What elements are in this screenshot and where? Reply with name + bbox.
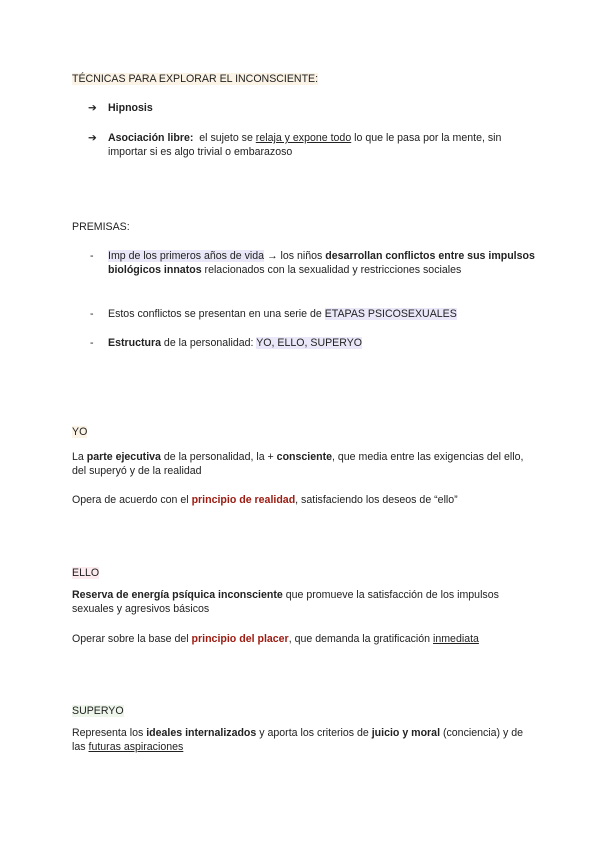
premisas-heading: PREMISAS: (72, 221, 130, 233)
ello-heading: ELLO (72, 567, 100, 579)
yo-paragraph-1: La parte ejecutiva de la personalidad, la + consciente, que media entre las exigencias del ello, del superyó y de la realidad (72, 451, 524, 477)
dash-bullet: - (90, 308, 94, 320)
document-page: TÉCNICAS PARA EXPLORAR EL INCONSCIENTE: ➔ Hipnosis ➔ Asociación libre: el sujeto se relaja y expone todo lo que le pasa por la mente, sin importar si es algo trivial o embarazoso PREMISAS: - Imp de los primeros años de vida → los niños desarrollan conflictos entre sus impulsos biológicos innatos relacionados con la sexualidad y restricciones sociales - Estos conflictos se presentan en una serie de ETAPAS PSICOSEXUALES - Estructura de la personalidad: YO, ELLO, SUPERYO YO La parte ejecutiva de la personalidad, la + consciente, que media entre las exigencias del ello, del superyó y de la realidad Opera de acuerdo con el principio de realidad, satisfaciendo los deseos de “ello” ELLO Reserva de energía psíquica inconsciente que promueve la satisfacción de los impulsos sexuales y agresivos básicos Operar sobre la base del principio del placer, que demanda la gratificación inmediata SUPERYO Representa los ideales internalizados y aporta los criterios de juicio y moral (conciencia) y de las futuras aspiraciones (72, 73, 535, 753)
superyo-heading: SUPERYO (72, 705, 124, 717)
superyo-paragraph-1: Representa los ideales internalizados y aporta los criterios de juicio y moral (conciencia) y de las futuras aspiraciones (72, 727, 524, 753)
arrow-bullet-icon: ➔ (88, 132, 97, 144)
dash-bullet: - (90, 250, 94, 262)
yo-heading: YO (72, 426, 88, 438)
ello-paragraph-2: Operar sobre la base del principio del placer, que demanda la gratificación inmediata (72, 633, 479, 645)
tecnicas-heading: TÉCNICAS PARA EXPLORAR EL INCONSCIENTE: (72, 73, 319, 85)
dash-bullet: - (90, 337, 94, 349)
yo-paragraph-2: Opera de acuerdo con el principio de realidad, satisfaciendo los deseos de “ello” (72, 494, 458, 506)
ello-paragraph-1: Reserva de energía psíquica inconsciente que promueve la satisfacción de los impulsos sexuales y agresivos básicos (72, 589, 499, 615)
arrow-bullet-icon: ➔ (88, 102, 97, 114)
